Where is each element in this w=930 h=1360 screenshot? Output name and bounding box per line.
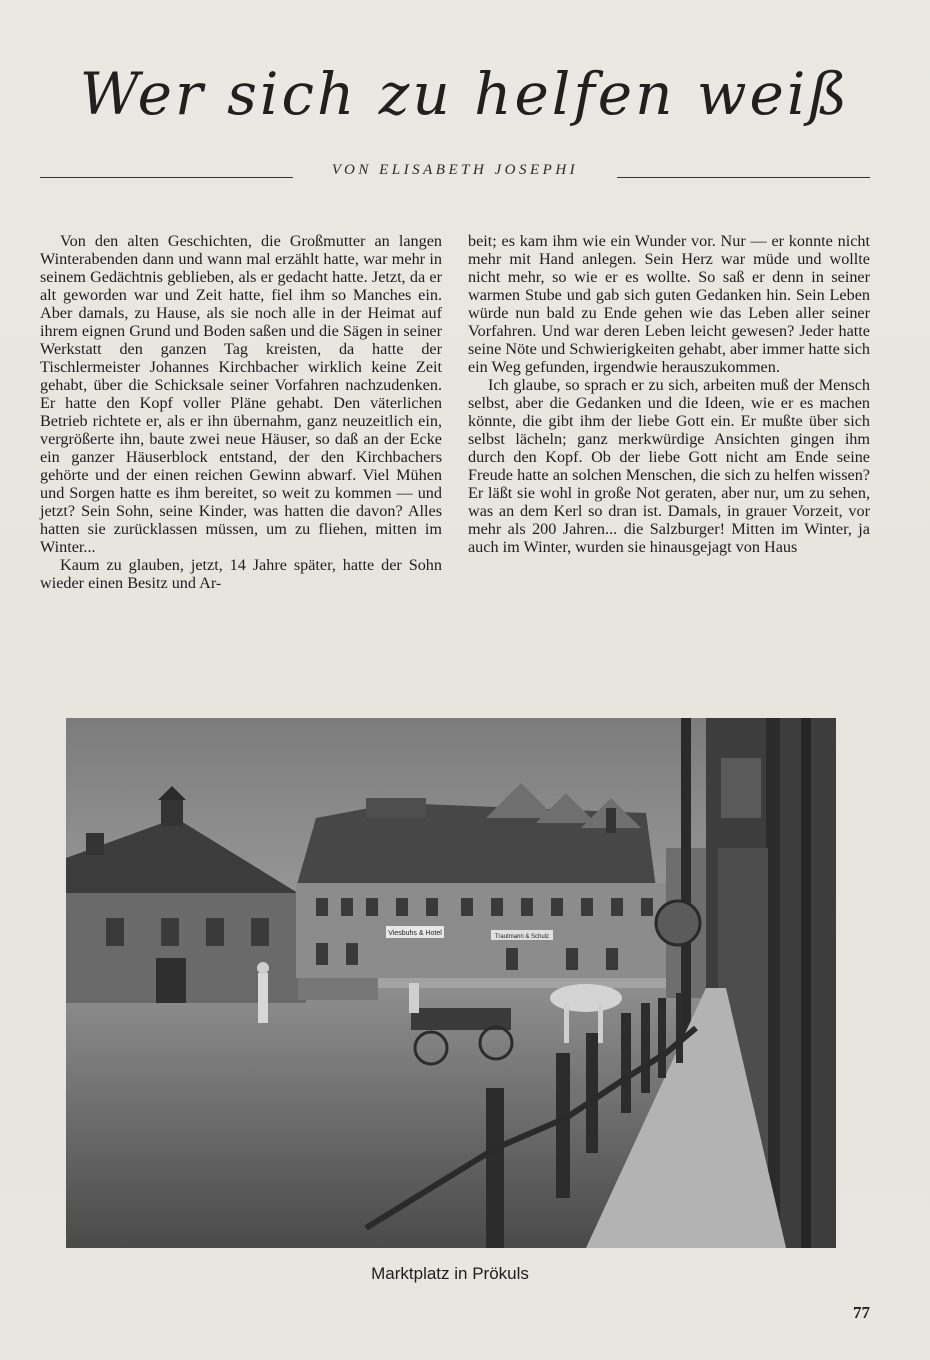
photo-illustration: [66, 718, 836, 1248]
photo-caption: Marktplatz in Prökuls: [371, 1264, 529, 1283]
byline-rule-right: [617, 177, 870, 178]
paragraph: Ich glaube, so sprach er zu sich, arbeiten muß der Mensch selbst, aber die Gedanken und die Ideen, wie er es machen könnte, die gibt ihm der liebe Gott ein. Er mußte über sich selbst lächeln; ganz merkwürdige Ansichten gingen ihm durch den Kopf. Ob der liebe Gott nicht am Ende seine Freude hatte an solchen Menschen, die sich zu helfen wissen? Er läßt sie wohl in große Not geraten, aber nur, um zu sehen, was an dem Kerl so dran ist. Damals, in grauer Vorzeit, vor mehr als 200 Jahren... die Salzburger! Mitten im Winter, ja auch im Winter, wurden sie hinausgejagt von Haus: [468, 376, 870, 556]
sign-left-text: Viesbuhs & Hotel: [388, 930, 442, 937]
page-number: 77: [853, 1303, 870, 1322]
sign-right-text: Trautmann & Schulz: [494, 934, 550, 940]
paragraph: beit; es kam ihm wie ein Wunder vor. Nur — er konnte nicht mehr mit Hand anlegen. Sein Herz war müde und wollte nicht mehr, so wie er es wollte. So saß er denn in seiner warmen Stube und gab sich guten Gedanken hin. Sein Leben würde nun bald zu Ende gehen wie das Leben aller seiner Vorfahren. Und war deren Leben leicht gewesen? Jeder hatte seine Nöte und Schwierigkeiten gehabt, aber immer hatte sich ein Weg gefunden, irgendwie herauszukommen.: [468, 232, 870, 376]
text-column-left: [40, 232, 442, 592]
byline-row: [40, 162, 870, 182]
text-column-right: [468, 232, 870, 556]
paragraph: Von den alten Geschichten, die Großmutter an langen Winterabenden dann und wann mal erzählt hatte, war mehr in seinem Gedächtnis geblieben, als er gedacht hatte. Jetzt, da er alt geworden war und Zeit hatte, fiel ihm so Manches ein. Aber damals, zu Hause, als sie noch alle in der Heimat auf ihrem eignen Grund und Boden saßen und die Sägen in seiner Werkstatt den ganzen Tag kreisten, da hatte der Tischlermeister Johannes Kirchbacher wirklich keine Zeit gehabt, über die Schicksale seiner Vorfahren nachzudenken. Er hatte den Kopf voller Pläne gehabt. Den väterlichen Betrieb richtete er, als er ihn übernahm, ganz neuzeitlich ein, vergrößerte ihn, baute zwei neue Häuser, so daß an der Ecke ein ganzer Häuserblock entstand, der den Kirchbachers gehörte und der einen reichen Gewinn abwarf. Viel Mühen und Sorgen hatte es ihm bereitet, so weit zu kommen — und jetzt? Sein Sohn, seine Kinder, was hatten die davon? Alles hatten sie zurücklassen müssen, um zu fliehen, mitten im Winter...: [40, 232, 442, 556]
market-square-photo: [66, 718, 836, 1248]
article-title: Wer sich zu helfen weiß: [79, 60, 851, 128]
paragraph: Kaum zu glauben, jetzt, 14 Jahre später, hatte der Sohn wieder einen Besitz und Ar-: [40, 556, 442, 592]
article-byline: VON ELISABETH JOSEPHI: [331, 162, 579, 178]
